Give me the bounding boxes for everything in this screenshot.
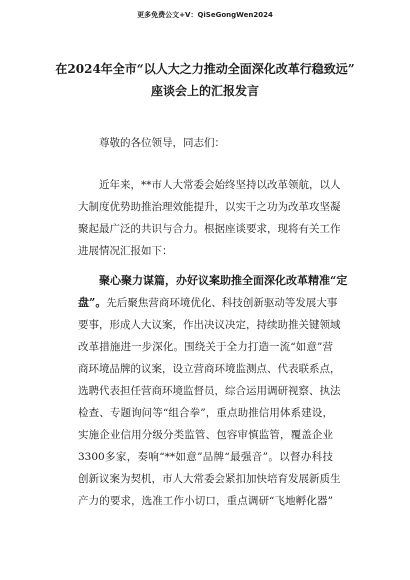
paragraph-line: 进展情况汇报如下： [78,245,173,257]
paragraph-line [78,292,338,314]
title-line-1: 在2024年全市“以人大之力推动全面深化改革行稳致远” [55,62,355,76]
paragraph-intro [78,174,341,262]
paragraph-line: 聚起最广泛的共识与合力。根据座谈要求，现将有关工作 [78,223,341,235]
header-watermark: 更多免费公文+V：QiSeGongWen2024 [137,11,273,19]
paragraph-line: 检查、专题询问等“组合拳”，重点助推信用体系建设， [78,407,333,419]
paragraph-line: 创新议案为契机，市人大常委会紧扣加快培育发展新质生 [78,473,341,485]
greeting-text: 尊敬的各位领导，同志们： [99,137,225,149]
title-line-2: 座谈会上的汇报发言 [150,84,259,98]
document-title [40,58,370,102]
paragraph-line: 3300多家，奏响“**如意”品牌“最强音”。以督办科技 [78,451,333,463]
paragraph-reform [78,270,348,512]
paragraph-line: 商环境品牌的议案，设立营商环境监测点、代表联系点， [78,363,341,375]
section-heading-part-1: 聚心聚力谋篇，办好议案助推全面深化改革精准“定 [99,274,348,287]
paragraph-line: 改革措施进一步深化。围绕关于全力打造一流“如意”营 [78,341,333,353]
paragraph-line: 近年来，**市人大常委会始终坚持以改革领航，以人 [99,179,341,191]
paragraph-line: 实施企业信用分级分类监管、包容审慎监管，覆盖企业 [78,429,333,441]
paragraph-line: 产力的要求，选准工作小切口，重点调研“飞地孵化器” [78,495,333,507]
paragraph-line: 要事，形成人大议案，作出决议决定，持续助推关键领域 [78,319,341,331]
greeting-block [78,132,333,154]
paragraph-line: 选聘代表担任营商环境监督员，综合运用调研视察、执法 [78,385,341,397]
paragraph-line: 大制度优势助推治理效能提升，以实干之功为改革攻坚凝 [78,201,341,213]
section-heading-part-2: 盘”。 [78,296,107,309]
paragraph-text: 先后聚焦营商环境优化、科技创新驱动等发展大事 [106,297,338,309]
paragraph-line [78,270,348,292]
